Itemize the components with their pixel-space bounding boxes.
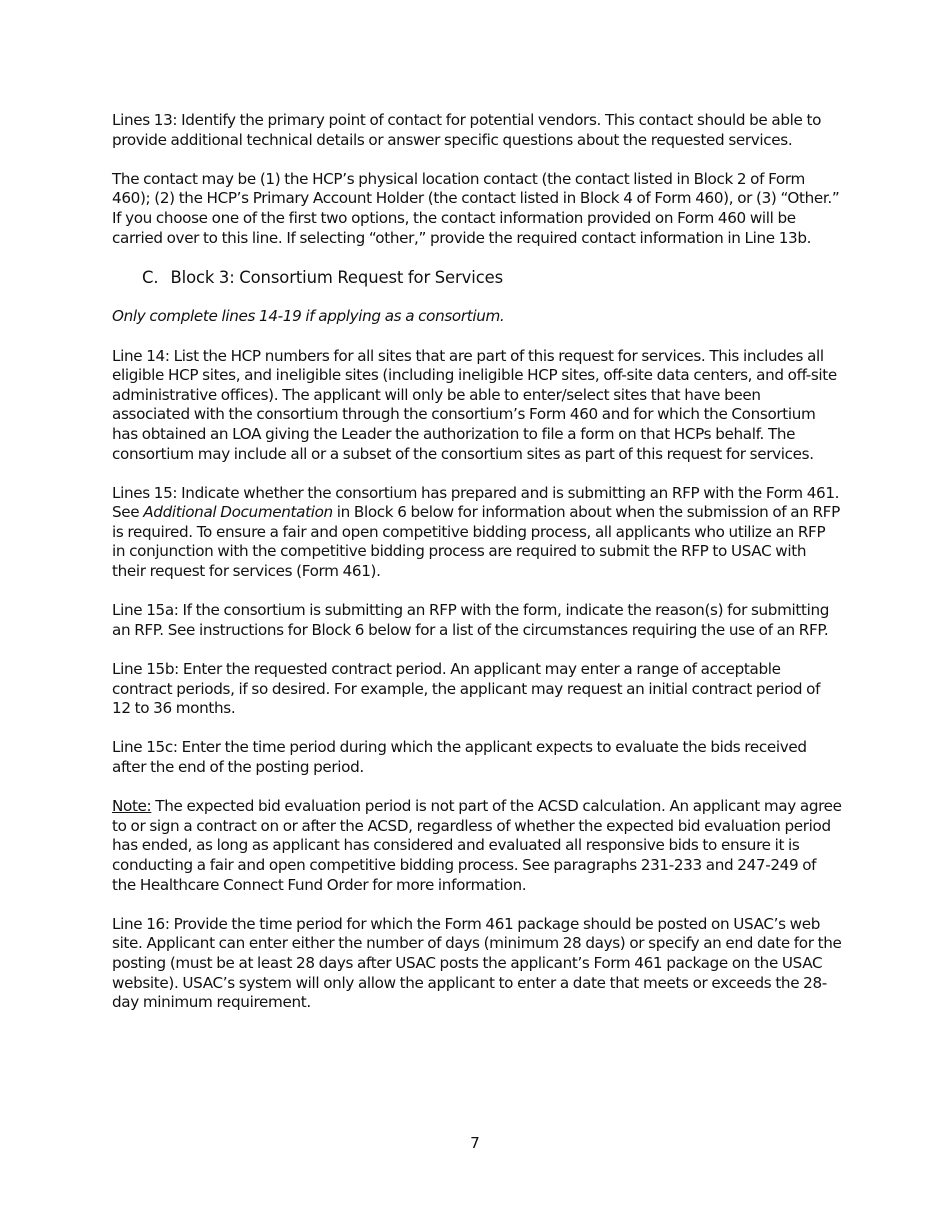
note-label: Note:	[112, 797, 152, 816]
section-marker: C.	[142, 267, 159, 287]
lines-15-text-start: Lines 15: Indicate whether the consortium has prepared and is submitting an RFP with the Form 461. See	[112, 483, 840, 522]
paragraph-line-14: Line 14: List the HCP numbers for all sites that are part of this request for services. This includes all eligible HCP sites, and ineligible sites (including ineligible HCP sites, off-site data centers, and off-site administrative offices). The applicant will only be able to enter/select sites that have been associated with the consortium through the consortium’s Form 460 and for which the Consortium has obtained an LOA giving the Leader the authorization to file a form on that HCPs behalf. The consortium may include all or a subset of the consortium sites as part of this request for services.	[112, 346, 837, 463]
paragraph-note	[112, 797, 842, 895]
paragraph-line-15a: Line 15a: If the consortium is submitting an RFP with the form, indicate the reason(s) for submitting an RFP. See instructions for Block 6 below for a list of the circumstances requiring the use of an RFP.	[112, 601, 830, 639]
lines-15-text-end: in Block 6 below for information about when the submission of an RFP is required. To ensure a fair and open competitive bidding process, all applicants who utilize an RFP in conjunction with the competitive bidding process are required to submit the RFP to USAC with their request for services (Form 461).	[112, 503, 840, 581]
page-number: 7	[470, 1134, 480, 1152]
paragraph-line-15c: Line 15c: Enter the time period during which the applicant expects to evaluate the bids received after the end of the posting period.	[112, 738, 807, 776]
paragraph-line-15b: Line 15b: Enter the requested contract period. An applicant may enter a range of acceptable contract periods, if so desired. For example, the applicant may request an initial contract period of 12 to 36 months.	[112, 660, 821, 718]
section-title: Block 3: Consortium Request for Services	[170, 267, 504, 287]
section-heading	[142, 268, 842, 288]
paragraph-lines-15	[112, 484, 842, 582]
additional-documentation-ref: Additional Documentation	[143, 503, 333, 522]
paragraph-lines-13: Lines 13: Identify the primary point of contact for potential vendors. This contact should be able to provide additional technical details or answer specific questions about the requested services.	[112, 111, 822, 149]
document-page	[112, 111, 842, 1032]
paragraph-consortium-note: Only complete lines 14-19 if applying as a consortium.	[112, 307, 505, 326]
paragraph-line-16: Line 16: Provide the time period for which the Form 461 package should be posted on USAC’s web site. Applicant can enter either the number of days (minimum 28 days) or specify an end date for the posting (must be at least 28 days after USAC posts the applicant’s Form 461 package on the USAC website). USAC’s system will only allow the applicant to enter a date that meets or exceeds the 28-day minimum requirement.	[112, 914, 842, 1012]
note-text: The expected bid evaluation period is not part of the ACSD calculation. An applicant may agree to or sign a contract on or after the ACSD, regardless of whether the expected bid evaluation period has ended, as long as applicant has considered and evaluated all responsive bids to ensure it is conducting a fair and open competitive bidding process. See paragraphs 231-233 and 247-249 of the Healthcare Connect Fund Order for more information.	[112, 797, 842, 894]
paragraph-contact-options: The contact may be (1) the HCP’s physical location contact (the contact listed in Block 2 of Form 460); (2) the HCP’s Primary Account Holder (the contact listed in Block 4 of Form 460), or (3) “Other.” If you choose one of the first two options, the contact information provided on Form 460 will be carried over to this line. If selecting “other,” provide the required contact information in Line 13b.	[112, 169, 840, 247]
